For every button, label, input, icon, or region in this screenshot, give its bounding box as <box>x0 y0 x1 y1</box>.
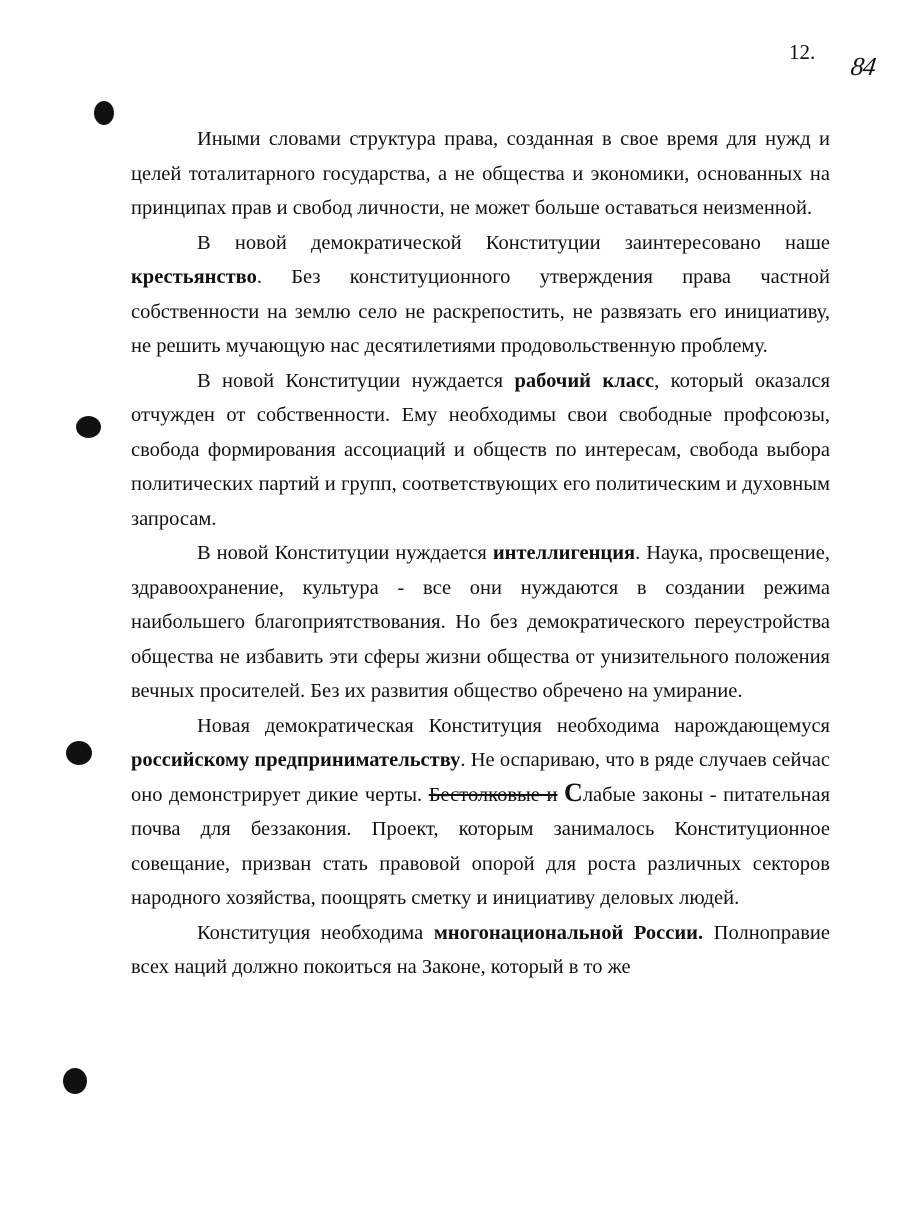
emphasis-entrepreneurship: российскому предпринимательству <box>131 749 461 771</box>
emphasis-peasantry: крестьянство <box>131 266 257 288</box>
paragraph-4: В новой Конституции нуждается интеллигенция. Наука, просвещение, здравоохранение, культура - все они нуждаются в создании режима наибольшего благоприятствования. Но без демократического переустройства общества не избавить эти сферы жизни общества от унизительного положения вечных просителей. Без их развития общество обречено на умирание. <box>131 542 830 702</box>
binding-hole-2 <box>76 416 101 438</box>
binding-hole-4 <box>63 1068 87 1094</box>
paragraph-2: В новой демократической Конституции заинтересовано наше крестьянство. Без конституционного утверждения права частной собственности на землю село не раскрепостить, не развязать его инициативу, не решить мучающую нас десятилетиями продовольственную проблему. <box>131 231 830 357</box>
binding-hole-3 <box>66 741 92 765</box>
document-body <box>131 122 830 985</box>
emphasis-working-class: рабочий класс <box>514 369 655 392</box>
emphasis-multinational-russia: многонациональной России. <box>433 921 704 944</box>
struck-out-text: Бестолковые и <box>428 783 558 806</box>
emphasis-intelligentsia: интеллигенция <box>492 542 636 564</box>
handwritten-correction: С <box>564 777 583 807</box>
paragraph-6: Конституция необходима многонациональной России. Полноправие всех наций должно покоиться на Законе, который в то же <box>131 921 830 978</box>
page-number: 12. <box>789 40 816 64</box>
paragraph-3: В новой Конституции нуждается рабочий класс, который оказался отчужден от собственности. Ему необходимы свои свободные профсоюзы, свобода формирования ассоциаций и обществ по интересам, свобода выбора политических партий и групп, соответствующих его политическим и духовным запросам. <box>131 369 831 530</box>
paragraph-1: Иными словами структура права, созданная в свое время для нужд и целей тоталитарного государства, а не общества и экономики, основанных на принципах прав и свобод личности, не может больше оставаться неизменной. <box>131 128 830 219</box>
binding-hole-1 <box>94 101 114 125</box>
handwritten-folio-number: 84 <box>849 52 878 81</box>
paragraph-5: Новая демократическая Конституция необходима нарождающемуся российскому предпринимательству. Не оспариваю, что в ряде случаев сейчас оно демонстрирует дикие черты. Бестолковые и Слабые законы - питательная почва для беззакония. Проект, которым занималось Конституционное совещание, призван стать правовой опорой для роста различных секторов народного хозяйства, поощрять сметку и инициативу деловых людей. <box>131 714 831 909</box>
